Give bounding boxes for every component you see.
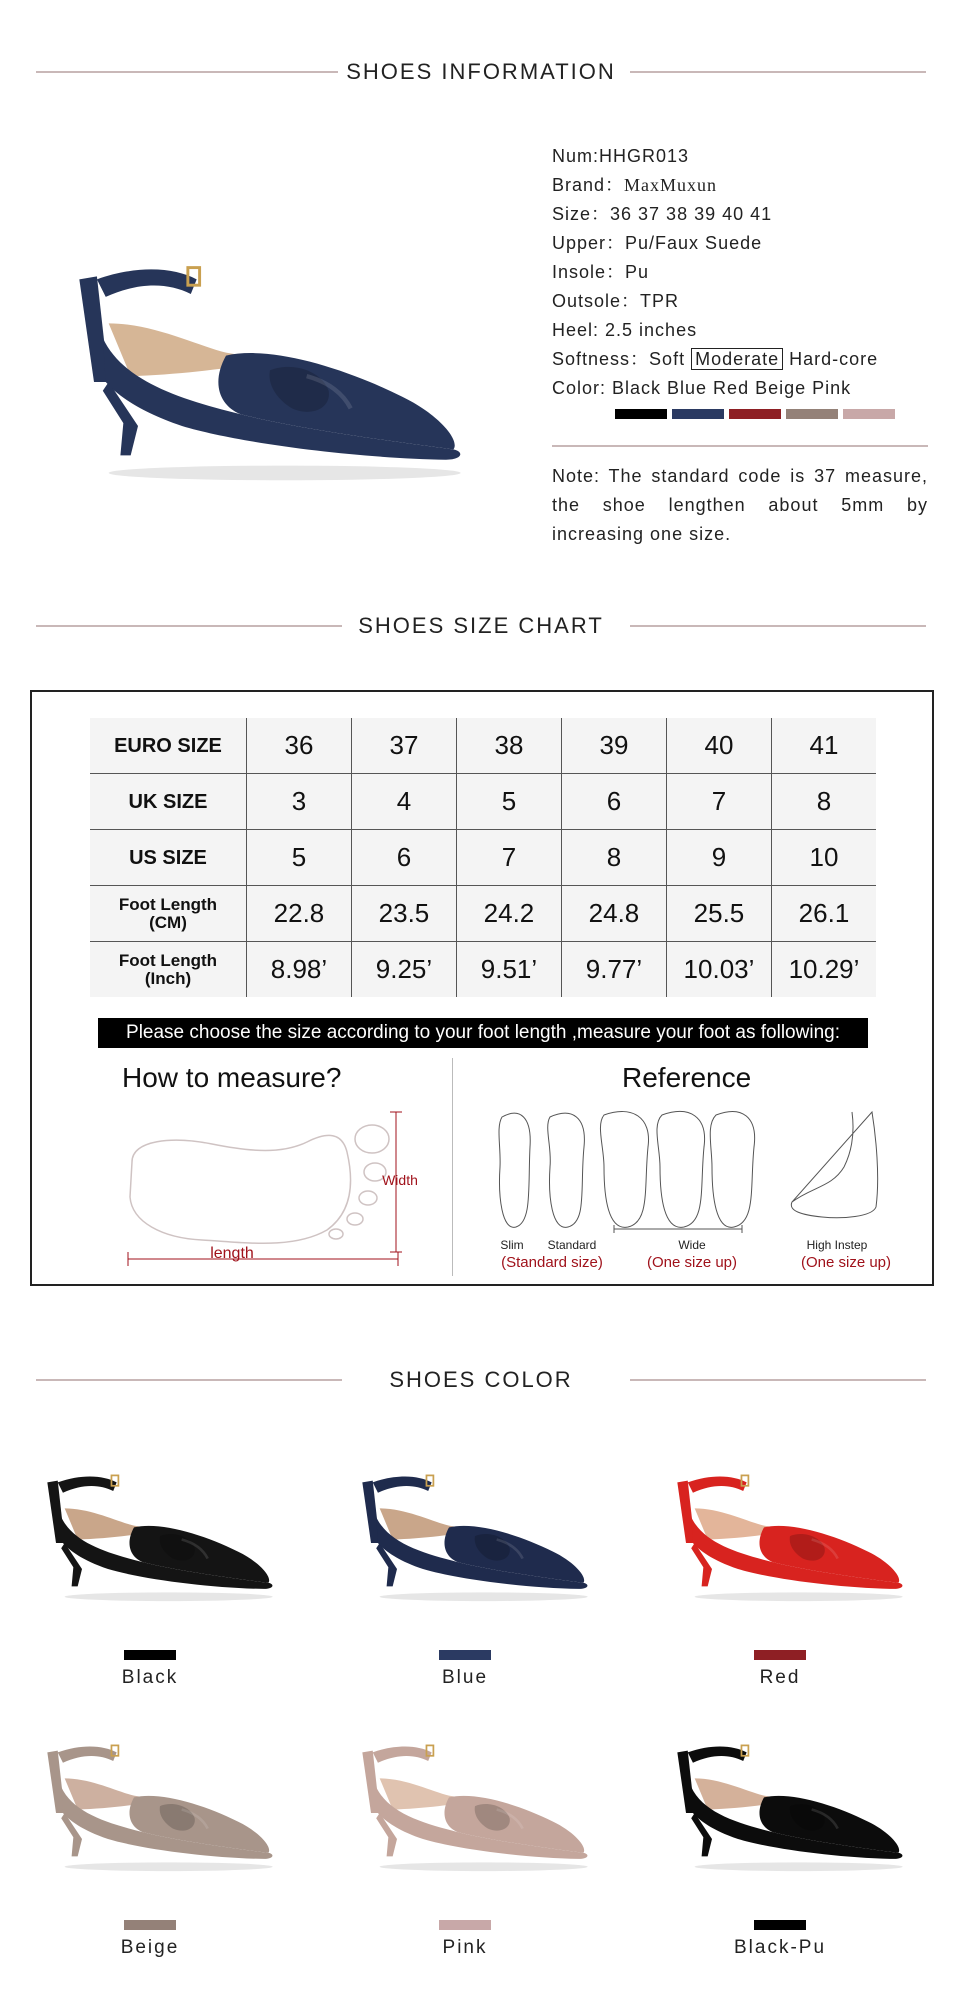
table-cell: 9.51’ xyxy=(456,942,561,998)
table-cell: 5 xyxy=(456,774,561,830)
spec-outsole: Outsole：TPR xyxy=(552,291,680,311)
table-cell: 37 xyxy=(351,718,456,774)
spec-softness xyxy=(552,345,928,374)
spec-num: Num:HHGR013 xyxy=(552,146,690,166)
section-header-info xyxy=(36,60,926,84)
color-name: Black-Pu xyxy=(733,1937,827,1958)
color-swatch xyxy=(615,409,667,419)
table-cell: 22.8 xyxy=(246,886,351,942)
color-variant xyxy=(660,1725,960,1965)
table-cell: 3 xyxy=(246,774,351,830)
reference-title: Reference xyxy=(622,1062,752,1093)
shoe-image xyxy=(345,1725,605,1875)
table-cell: 7 xyxy=(456,830,561,886)
color-swatch xyxy=(843,409,895,419)
table-cell: 40 xyxy=(666,718,771,774)
table-cell: 8.98’ xyxy=(246,942,351,998)
size-chart xyxy=(30,690,934,1286)
table-row xyxy=(90,942,876,998)
color-swatch xyxy=(786,409,838,419)
row-header-unit: (CM) xyxy=(149,912,187,932)
table-cell: 4 xyxy=(351,774,456,830)
row-header-unit: (Inch) xyxy=(144,968,192,988)
color-variant xyxy=(660,1455,960,1695)
color-name: Black xyxy=(121,1667,179,1688)
table-cell: 23.5 xyxy=(351,886,456,942)
spec-insole: Insole：Pu xyxy=(552,262,650,282)
color-name: Beige xyxy=(120,1937,180,1958)
softness-hard: Hard-core xyxy=(789,349,879,369)
ref-one-size-up: (One size up) xyxy=(646,1254,738,1271)
divider-line xyxy=(630,1379,926,1381)
table-cell: 41 xyxy=(771,718,876,774)
ref-high-instep-label: High Instep xyxy=(806,1238,868,1252)
main-shoe-image xyxy=(50,205,490,515)
ref-wide-label: Wide xyxy=(678,1238,706,1252)
ref-slim-label: Slim xyxy=(500,1238,524,1252)
shoe-image xyxy=(30,1725,290,1875)
table-cell: 25.5 xyxy=(666,886,771,942)
color-variant xyxy=(30,1725,330,1965)
color-swatches xyxy=(615,409,900,419)
ref-one-size-up: (One size up) xyxy=(800,1254,892,1271)
foot-reference-icon xyxy=(492,1107,912,1237)
section-header-color xyxy=(36,1368,926,1392)
shoe-image xyxy=(345,1455,605,1605)
size-note: Note: The standard code is 37 measure, the shoe lengthen about 5mm by increasing one size. xyxy=(552,466,928,544)
shoe-image xyxy=(660,1455,920,1605)
table-row xyxy=(90,830,876,886)
table-cell: 36 xyxy=(246,718,351,774)
shoe-image xyxy=(30,1455,290,1605)
table-cell: 10.03’ xyxy=(666,942,771,998)
softness-soft: Soft xyxy=(649,349,686,369)
spec-color: Color: Black Blue Red Beige Pink xyxy=(552,378,852,398)
row-header: US SIZE xyxy=(90,830,246,886)
spec-upper: Upper：Pu/Faux Suede xyxy=(552,233,763,253)
section-title: SHOES INFORMATION xyxy=(346,59,616,84)
color-variant xyxy=(30,1455,330,1695)
measure-title: How to measure? xyxy=(122,1062,342,1093)
width-label: Width xyxy=(382,1172,418,1188)
ref-standard-size: (Standard size) xyxy=(501,1254,603,1271)
table-cell: 10 xyxy=(771,830,876,886)
table-cell: 7 xyxy=(666,774,771,830)
color-swatch xyxy=(754,1920,806,1930)
length-label: length xyxy=(210,1245,254,1262)
ref-standard-label: Standard xyxy=(547,1238,597,1252)
table-cell: 6 xyxy=(561,774,666,830)
row-header-line: Foot Length xyxy=(118,894,218,914)
table-row xyxy=(90,774,876,830)
row-header xyxy=(90,942,246,998)
table-cell: 5 xyxy=(246,830,351,886)
table-row xyxy=(90,718,876,774)
table-cell: 9.25’ xyxy=(351,942,456,998)
table-row xyxy=(90,886,876,942)
softness-moderate: Moderate xyxy=(691,348,783,370)
size-table xyxy=(90,718,876,997)
color-variant xyxy=(345,1455,645,1695)
color-swatch xyxy=(124,1920,176,1930)
color-name: Red xyxy=(759,1667,801,1688)
table-cell: 24.8 xyxy=(561,886,666,942)
divider-line xyxy=(630,71,926,73)
table-cell: 8 xyxy=(771,774,876,830)
color-name: Pink xyxy=(442,1937,488,1958)
size-instruction: Please choose the size according to your foot length ,measure your foot as following: xyxy=(98,1018,868,1048)
section-title: SHOES SIZE CHART xyxy=(358,613,604,638)
table-cell: 8 xyxy=(561,830,666,886)
divider-line xyxy=(630,625,926,627)
table-cell: 9 xyxy=(666,830,771,886)
brand-value: MaxMuxun xyxy=(624,175,718,195)
spec-size: Size：36 37 38 39 40 41 xyxy=(552,204,773,224)
color-swatch xyxy=(729,409,781,419)
row-header-line: Foot Length xyxy=(118,950,218,970)
color-swatch xyxy=(672,409,724,419)
divider-line xyxy=(552,445,928,447)
color-name: Blue xyxy=(441,1667,489,1688)
shoe-image xyxy=(660,1725,920,1875)
color-swatch xyxy=(754,1650,806,1660)
row-header: UK SIZE xyxy=(90,774,246,830)
brand-label: Brand： xyxy=(552,175,625,195)
divider-line xyxy=(452,1058,453,1276)
color-swatch xyxy=(439,1920,491,1930)
spec-heel: Heel: 2.5 inches xyxy=(552,320,698,340)
color-swatch xyxy=(124,1650,176,1660)
softness-label: Softness： xyxy=(552,349,650,369)
color-variant xyxy=(345,1725,645,1965)
row-header: EURO SIZE xyxy=(90,718,246,774)
table-cell: 24.2 xyxy=(456,886,561,942)
table-cell: 39 xyxy=(561,718,666,774)
row-header xyxy=(90,886,246,942)
table-cell: 10.29’ xyxy=(771,942,876,998)
table-cell: 9.77’ xyxy=(561,942,666,998)
table-cell: 38 xyxy=(456,718,561,774)
table-cell: 6 xyxy=(351,830,456,886)
table-cell: 26.1 xyxy=(771,886,876,942)
spec-brand xyxy=(552,171,928,200)
shoe-specs xyxy=(552,142,928,403)
section-header-chart xyxy=(36,614,926,638)
color-swatch xyxy=(439,1650,491,1660)
section-title: SHOES COLOR xyxy=(389,1367,573,1392)
